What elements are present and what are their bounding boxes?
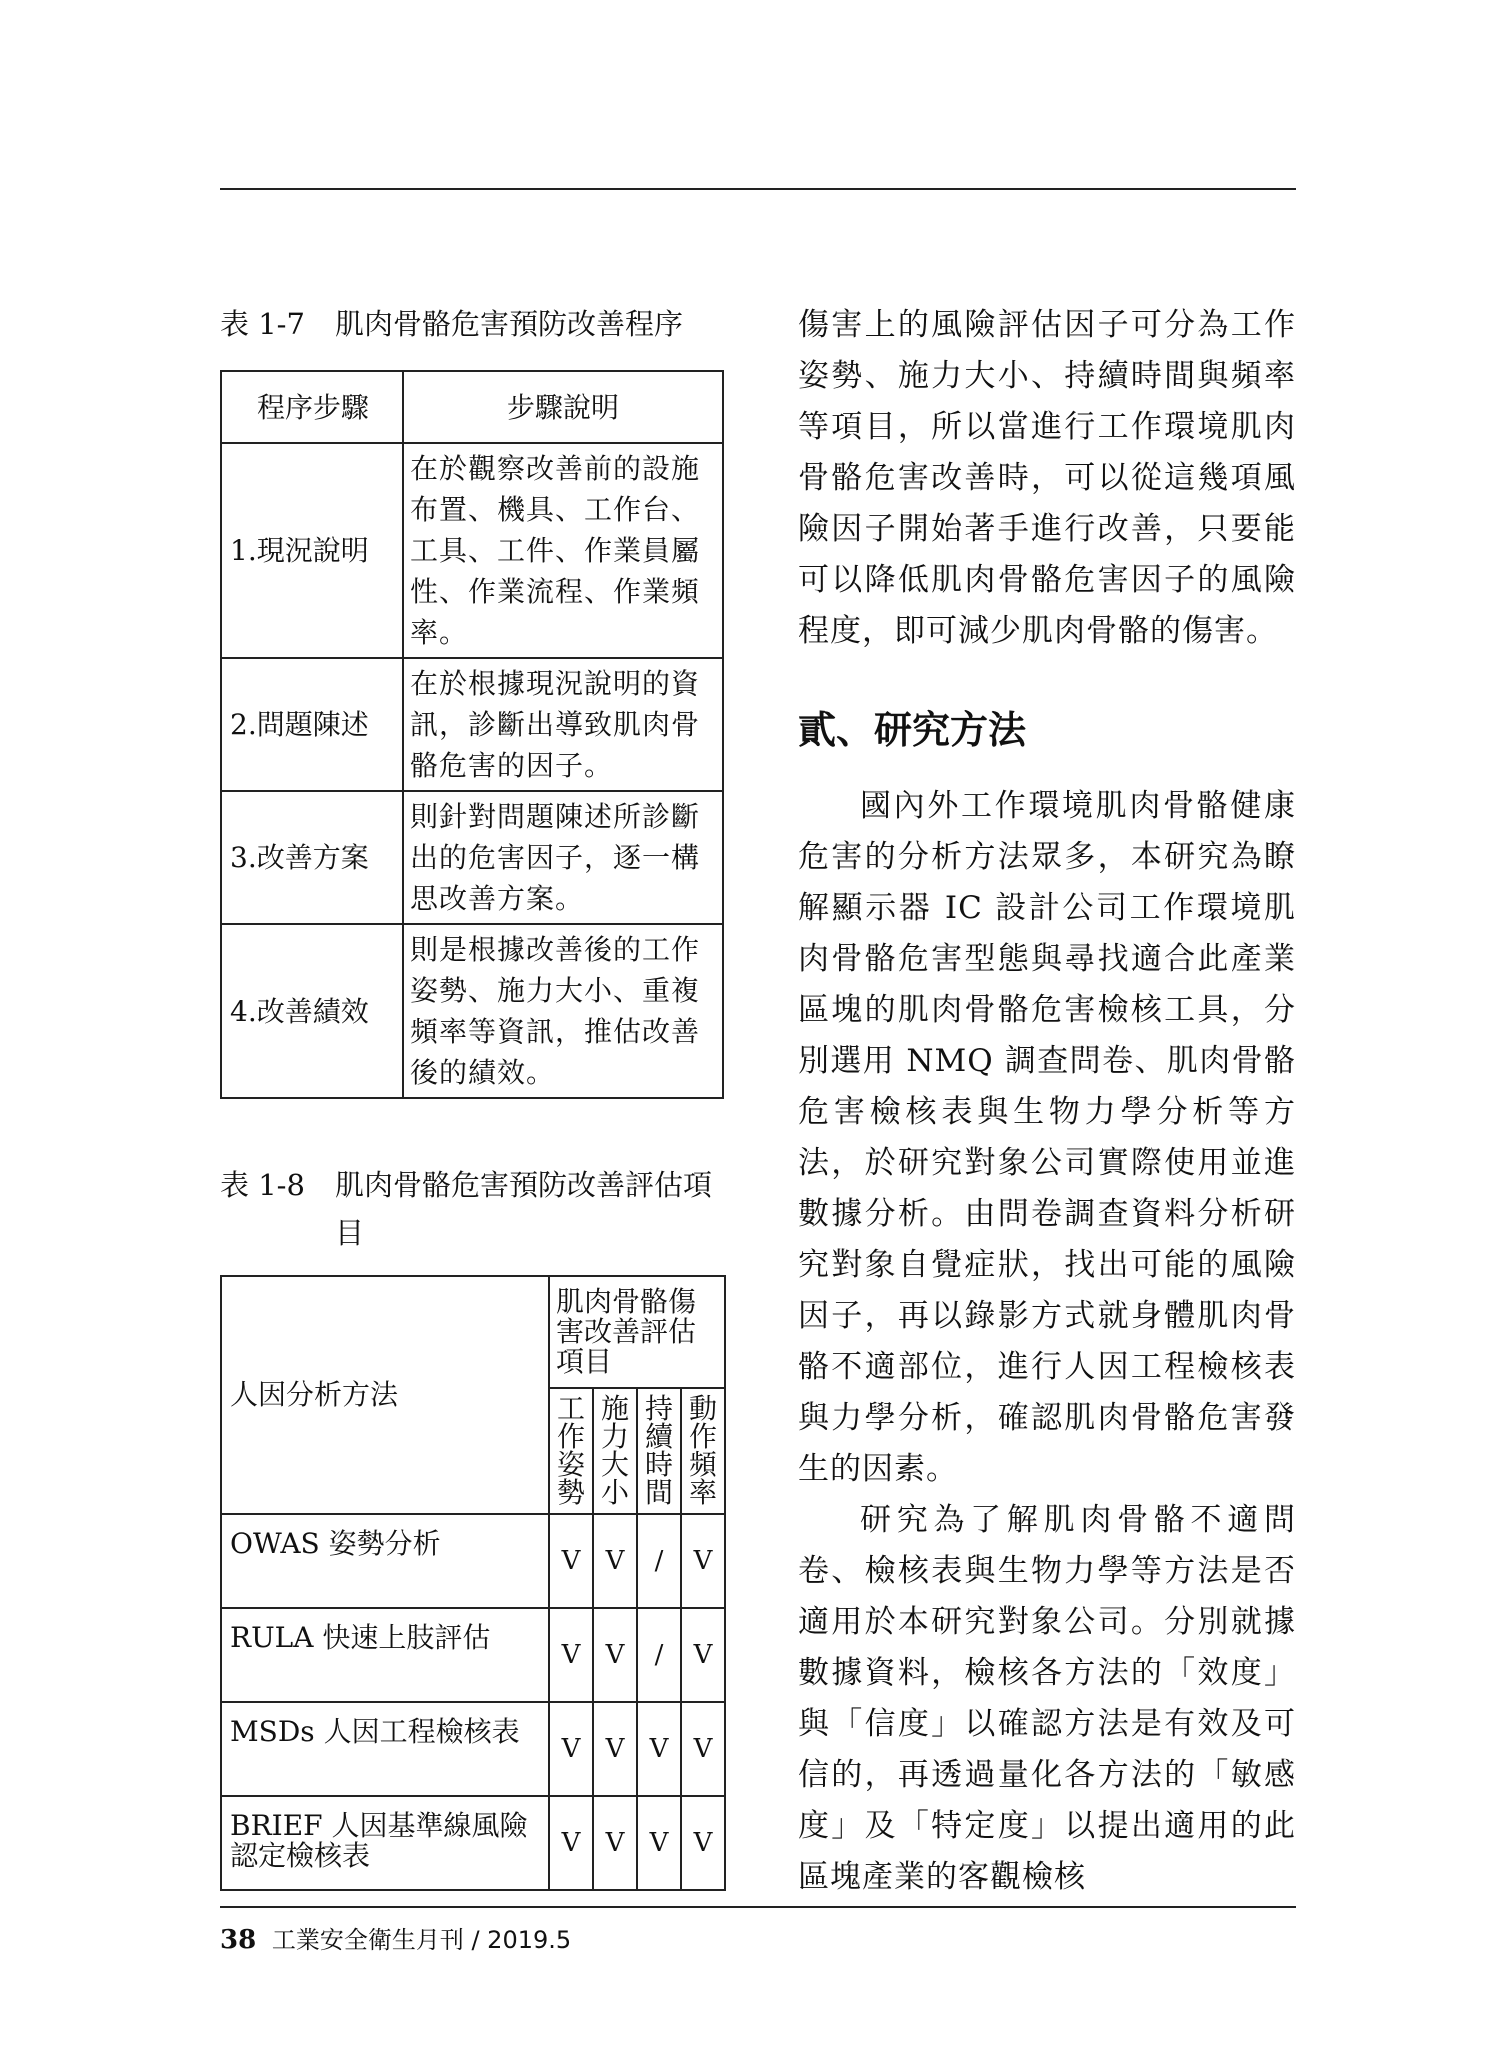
step-cell: 4.改善績效	[221, 924, 403, 1098]
mark-cell: V	[681, 1514, 725, 1608]
subheader-char: 勢	[556, 1476, 585, 1509]
description-cell: 則針對問題陳述所診斷出的危害因子，逐一構思改善方案。	[403, 791, 723, 924]
header-description: 步驟說明	[403, 371, 723, 443]
subheader-char: 力	[600, 1420, 629, 1453]
table-header-row	[221, 1276, 725, 1388]
evaluation-group-header: 肌肉骨骼傷害改善評估項目	[549, 1276, 725, 1388]
header-step: 程序步驟	[221, 371, 403, 443]
step-cell: 1.現況說明	[221, 443, 403, 658]
mark-cell: V	[681, 1796, 725, 1890]
subheader-char: 小	[600, 1476, 629, 1509]
subheader-char: 持	[644, 1392, 673, 1425]
subheader-char: 動	[689, 1392, 718, 1425]
mark-cell: V	[593, 1514, 637, 1608]
table-row	[221, 1514, 725, 1608]
subheader-char: 施	[600, 1392, 629, 1425]
method-cell: MSDs 人因工程檢核表	[221, 1702, 549, 1796]
step-cell: 3.改善方案	[221, 791, 403, 924]
table-header-row	[221, 371, 723, 443]
footer-rule	[220, 1906, 1296, 1908]
description-cell: 在於根據現況說明的資訊，診斷出導致肌肉骨骼危害的因子。	[403, 658, 723, 791]
table-1-7-title: 肌肉骨骼危害預防改善程序	[335, 307, 684, 341]
mark-cell: V	[549, 1608, 593, 1702]
subheader-char: 續	[644, 1420, 673, 1453]
subheader-char: 姿	[556, 1448, 585, 1481]
mark-cell: V	[637, 1702, 681, 1796]
subheader-char: 時	[644, 1448, 673, 1481]
description-cell: 在於觀察改善前的設施布置、機具、工作台、工具、工件、作業員屬性、作業流程、作業頻率。	[403, 443, 723, 658]
mark-cell: V	[593, 1702, 637, 1796]
subheader-char: 大	[600, 1448, 629, 1481]
mark-cell: V	[593, 1796, 637, 1890]
table-row	[221, 791, 723, 924]
mark-cell: V	[637, 1796, 681, 1890]
body-paragraph: 國內外工作環境肌肉骨骼健康危害的分析方法眾多，本研究為瞭解顯示器 IC 設計公司工作環境肌肉骨骼危害型態與尋找適合此產業區塊的肌肉骨骼危害檢核工具，分別選用 NMQ 調查問卷、肌肉骨骼危害檢核表與生物力學分析等方法，於研究對象公司實際使用並進數據分析。由問卷調查資料分析研究對象自覺症狀，找出可能的風險因子，再以錄影方式就身體肌肉骨骼不適部位，進行人因工程檢核表與力學分析，確認肌肉骨骼危害發生的因素。	[798, 788, 1296, 1487]
subheader-duration	[637, 1388, 681, 1514]
subheader-char: 作	[689, 1420, 718, 1453]
subheader-char: 率	[689, 1476, 718, 1509]
mark-cell: V	[549, 1514, 593, 1608]
subheader-force	[593, 1388, 637, 1514]
publication-info: 工業安全衛生月刊 / 2019.5	[271, 1926, 572, 1954]
mark-cell: /	[637, 1514, 681, 1608]
table-row	[221, 658, 723, 791]
method-cell: OWAS 姿勢分析	[221, 1514, 549, 1608]
body-paragraph: 研究為了解肌肉骨骼不適問卷、檢核表與生物力學等方法是否適用於本研究對象公司。分別就據數據資料，檢核各方法的「效度」與「信度」以確認方法是有效及可信的，再透過量化各方法的「敏感度」及「特定度」以提出適用的此區塊產業的客觀檢核	[798, 1502, 1296, 1895]
method-cell: BRIEF 人因基準線風險認定檢核表	[221, 1796, 549, 1890]
right-column	[798, 300, 1296, 1903]
table-1-8-title: 肌肉骨骼危害預防改善評估項目	[335, 1168, 713, 1250]
method-cell: RULA 快速上肢評估	[221, 1608, 549, 1702]
subheader-frequency	[681, 1388, 725, 1514]
table-row	[221, 924, 723, 1098]
step-cell: 2.問題陳述	[221, 658, 403, 791]
table-1-7-number: 表 1-7	[220, 307, 305, 341]
mark-cell: V	[593, 1608, 637, 1702]
mark-cell: V	[681, 1608, 725, 1702]
body-paragraph: 傷害上的風險評估因子可分為工作姿勢、施力大小、持續時間與頻率等項目，所以當進行工作環境肌肉骨骼危害改善時，可以從這幾項風險因子開始著手進行改善，只要能可以降低肌肉骨骼危害因子的風險程度，即可減少肌肉骨骼的傷害。	[798, 307, 1296, 649]
table-1-8-caption	[220, 1161, 726, 1257]
table-row	[221, 1796, 725, 1890]
left-column	[220, 300, 726, 1891]
subheader-char: 間	[644, 1476, 673, 1509]
table-1-7	[220, 370, 724, 1099]
mark-cell: V	[549, 1702, 593, 1796]
mark-cell: /	[637, 1608, 681, 1702]
subheader-char: 頻	[689, 1448, 718, 1481]
table-row	[221, 1608, 725, 1702]
subheader-char: 作	[556, 1420, 585, 1453]
page-footer	[220, 1920, 571, 1960]
table-1-8-number: 表 1-8	[220, 1168, 305, 1202]
table-row	[221, 443, 723, 658]
subheader-posture	[549, 1388, 593, 1514]
page-number: 38	[220, 1925, 257, 1955]
header-rule	[220, 188, 1296, 190]
table-1-7-caption	[220, 300, 726, 348]
subheader-char: 工	[556, 1392, 585, 1425]
table-row	[221, 1702, 725, 1796]
description-cell: 則是根據改善後的工作姿勢、施力大小、重複頻率等資訊，推估改善後的績效。	[403, 924, 723, 1098]
mark-cell: V	[549, 1796, 593, 1890]
method-header: 人因分析方法	[221, 1276, 549, 1514]
table-1-8	[220, 1275, 726, 1891]
section-heading: 貳、研究方法	[798, 708, 1027, 752]
mark-cell: V	[681, 1702, 725, 1796]
